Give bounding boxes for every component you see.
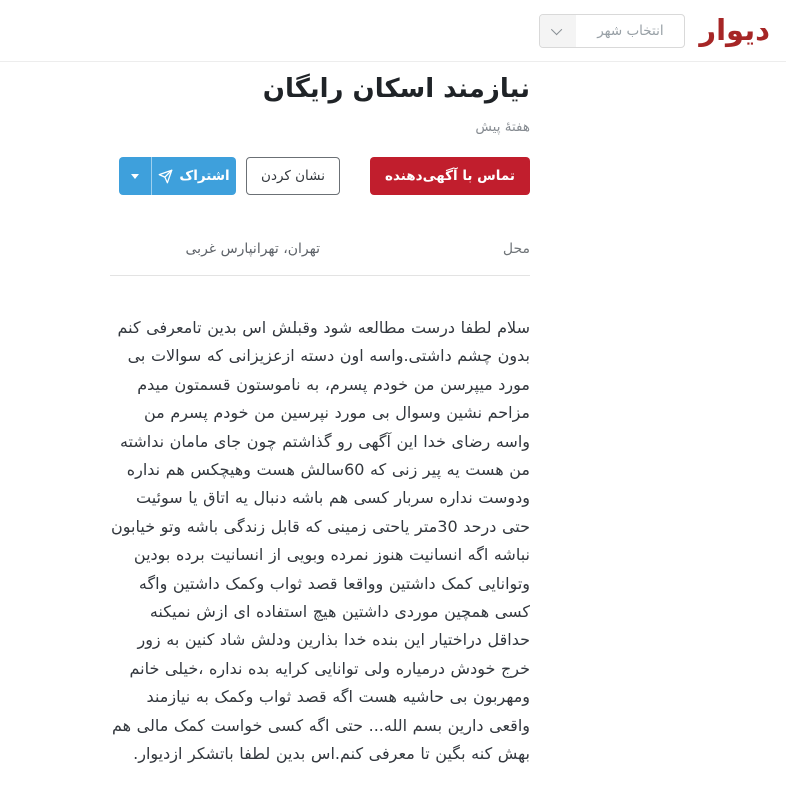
- share-button-label: اشتراک: [179, 168, 230, 184]
- site-header: [0, 0, 786, 62]
- chevron-down-icon: [540, 15, 576, 47]
- share-dropdown-toggle[interactable]: [119, 157, 152, 195]
- attribute-row-location: [110, 241, 530, 276]
- city-selector-dropdown[interactable]: [539, 14, 685, 48]
- post-title: نیازمند اسکان رایگان: [262, 74, 530, 104]
- contact-advertiser-button[interactable]: تماس با آگهی‌دهنده: [370, 157, 530, 195]
- post-detail-panel: [110, 74, 530, 769]
- caret-down-icon: [131, 174, 139, 179]
- attribute-label: محل: [502, 241, 530, 257]
- divar-logo[interactable]: دیوار: [699, 13, 770, 47]
- bookmark-button[interactable]: نشان کردن: [246, 157, 340, 195]
- city-selector-placeholder: انتخاب شهر: [597, 22, 664, 39]
- post-attributes: [110, 241, 530, 276]
- paper-plane-icon: [158, 169, 173, 184]
- post-description: سلام لطفا درست مطالعه شود وقبلش اس بدین تامعرفی کنم بدون چشم داشتی.واسه اون دسته ازعزیزانی که سوالات بی مورد میپرسن من خودم پسرم، به ناموستون قسمتون میدم مزاحم نشین وسوال بی مورد نپرسین من خودم پسرم من واسه رضای خدا این آگهی رو گذاشتم چون جای مامان نداشته من هست یه پیر زنی که 60سالش هست وهیچکس هم نداره ودوست نداره سربار کسی هم باشه دنبال یه اتاق یا سوئیت حتی درحد 30متر یاحتی زمینی که قابل زندگی باشه وتو خیابون نباشه اگه انسانیت هنوز نمرده وبویی از انسانیت برده بودین وتوانایی کمک داشتین وواقعا قصد ثواب وکمک داشتین واگه کسی همچین موردی داشتین هیچ استفاده ای ازش نمیکنه حداقل دراختیار این بنده خدا بذارین ودلش شاد کنین به زور خرج خودش درمیاره ولی توانایی کرایه بده نداره ،خیلی خانم ومهربون بی حاشیه هست اگه قصد ثواب وکمک به نیازمند واقعی دارین بسم الله... حتی اگه کسی خواست کمک مالی هم بهش کنه بگین تا معرفی کنم.اس بدین لطفا باتشکر ازدیوار.: [111, 318, 530, 764]
- share-button[interactable]: [119, 157, 236, 195]
- action-buttons-row: [110, 157, 530, 195]
- attribute-value: تهران، تهرانپارس غربی: [185, 241, 320, 257]
- post-date: هفتهٔ پیش: [475, 119, 530, 135]
- share-button-main[interactable]: [152, 157, 236, 195]
